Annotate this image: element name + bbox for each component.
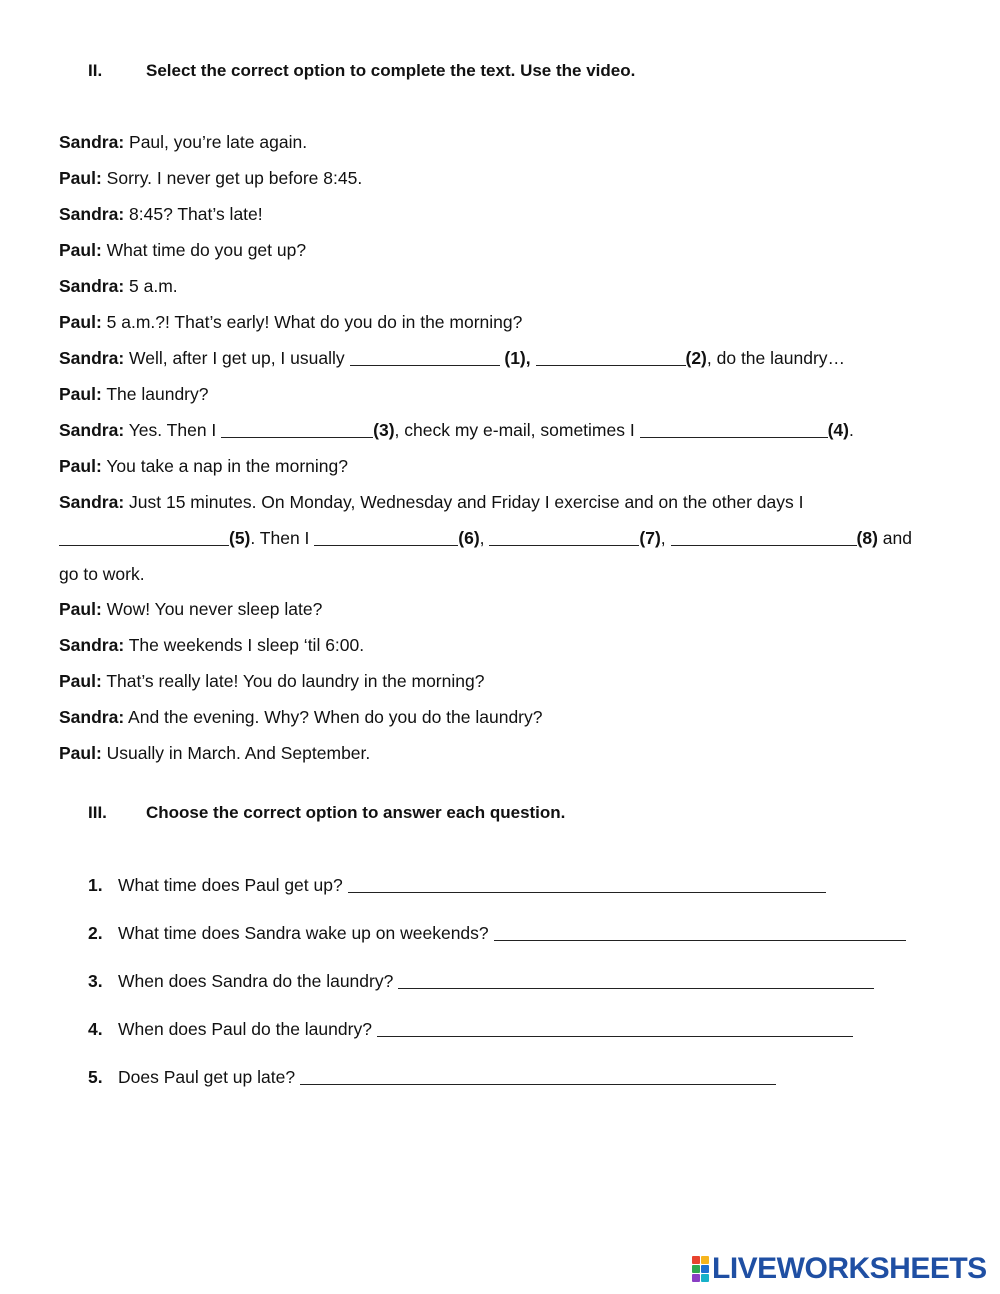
- question-text: When does Paul do the laundry?: [118, 1019, 377, 1039]
- speaker: Paul:: [59, 456, 102, 476]
- speaker: Sandra:: [59, 420, 125, 440]
- section-2-number: II.: [88, 61, 103, 80]
- question-text: What time does Paul get up?: [118, 875, 348, 895]
- blank-marker: (8): [856, 528, 878, 548]
- speaker: Sandra:: [59, 492, 125, 512]
- speaker: Sandra:: [59, 348, 125, 368]
- section-3-title: Choose the correct option to answer each question.: [146, 803, 566, 822]
- dialogue-line: Sandra: Yes. Then I (3), check my e-mail, sometimes I (4).: [59, 420, 854, 440]
- blank-3[interactable]: [221, 436, 373, 438]
- section-2-heading: [88, 61, 635, 81]
- blank-marker: (7): [639, 528, 661, 548]
- blank-6[interactable]: [314, 544, 458, 546]
- question-number: 5.: [88, 1067, 103, 1087]
- answer-blank-5[interactable]: [300, 1083, 776, 1085]
- blank-5[interactable]: [59, 544, 229, 546]
- question-number: 3.: [88, 971, 103, 991]
- dialogue-line: Paul: That’s really late! You do laundry in the morning?: [59, 671, 485, 691]
- speaker: Sandra:: [59, 204, 125, 224]
- dialogue-line: Paul: 5 a.m.?! That’s early! What do you do in the morning?: [59, 312, 523, 332]
- dialogue-line: Paul: The laundry?: [59, 384, 209, 404]
- question-item: [88, 971, 874, 992]
- speaker: Sandra:: [59, 132, 125, 152]
- answer-blank-2[interactable]: [494, 939, 906, 941]
- blank-marker: (5): [229, 528, 251, 548]
- blank-1[interactable]: [350, 364, 500, 366]
- blank-marker: (2): [685, 348, 707, 368]
- dialogue-line: Sandra: Paul, you’re late again.: [59, 132, 308, 152]
- question-text: When does Sandra do the laundry?: [118, 971, 399, 991]
- dialogue-line: Sandra: And the evening. Why? When do you do the laundry?: [59, 707, 543, 727]
- question-number: 1.: [88, 875, 103, 895]
- speaker: Sandra:: [59, 707, 125, 727]
- blank-marker: (1),: [504, 348, 531, 368]
- section-3-number: III.: [88, 803, 107, 822]
- blank-8[interactable]: [671, 544, 857, 546]
- liveworksheets-logo: [692, 1253, 987, 1285]
- dialogue-line: Paul: You take a nap in the morning?: [59, 456, 348, 476]
- blank-7[interactable]: [489, 544, 639, 546]
- answer-blank-1[interactable]: [348, 891, 826, 893]
- dialogue-line: go to work.: [59, 564, 145, 584]
- speaker: Paul:: [59, 384, 102, 404]
- speaker: Paul:: [59, 671, 102, 691]
- dialogue-line: Paul: Usually in March. And September.: [59, 743, 371, 763]
- speaker: Paul:: [59, 743, 102, 763]
- blank-4[interactable]: [640, 436, 828, 438]
- dialogue-line: Paul: Wow! You never sleep late?: [59, 599, 323, 619]
- dialogue-line: Sandra: The weekends I sleep ‘til 6:00.: [59, 635, 365, 655]
- question-item: [88, 1067, 776, 1088]
- question-text: What time does Sandra wake up on weekends?: [118, 923, 494, 943]
- answer-blank-4[interactable]: [377, 1035, 853, 1037]
- question-number: 4.: [88, 1019, 103, 1039]
- speaker: Paul:: [59, 312, 102, 332]
- dialogue-line: Sandra: 8:45? That’s late!: [59, 204, 263, 224]
- liveworksheets-logo-icon: [692, 1256, 709, 1282]
- section-3-heading: [88, 803, 565, 823]
- question-item: [88, 875, 826, 896]
- answer-blank-3[interactable]: [398, 987, 874, 989]
- question-item: [88, 923, 906, 944]
- speaker: Paul:: [59, 240, 102, 260]
- speaker: Sandra:: [59, 276, 125, 296]
- speaker: Paul:: [59, 168, 102, 188]
- liveworksheets-wordmark: LIVEWORKSHEETS: [712, 1252, 987, 1285]
- question-number: 2.: [88, 923, 103, 943]
- dialogue-line: Paul: What time do you get up?: [59, 240, 307, 260]
- section-2-title: Select the correct option to complete the text. Use the video.: [146, 61, 636, 80]
- blank-marker: (6): [458, 528, 480, 548]
- speaker: Paul:: [59, 599, 102, 619]
- speaker: Sandra:: [59, 635, 125, 655]
- question-item: [88, 1019, 853, 1040]
- dialogue-line: (5). Then I (6), (7), (8) and: [59, 528, 912, 549]
- dialogue-line: Paul: Sorry. I never get up before 8:45.: [59, 168, 363, 188]
- blank-2[interactable]: [536, 364, 686, 366]
- dialogue-line: Sandra: Well, after I get up, I usually (1), (2), do the laundry…: [59, 348, 846, 368]
- dialogue-line: Sandra: 5 a.m.: [59, 276, 178, 296]
- question-text: Does Paul get up late?: [118, 1067, 300, 1087]
- dialogue-line: Sandra: Just 15 minutes. On Monday, Wednesday and Friday I exercise and on the other days I: [59, 492, 804, 512]
- blank-marker: (3): [373, 420, 395, 440]
- blank-marker: (4): [827, 420, 849, 440]
